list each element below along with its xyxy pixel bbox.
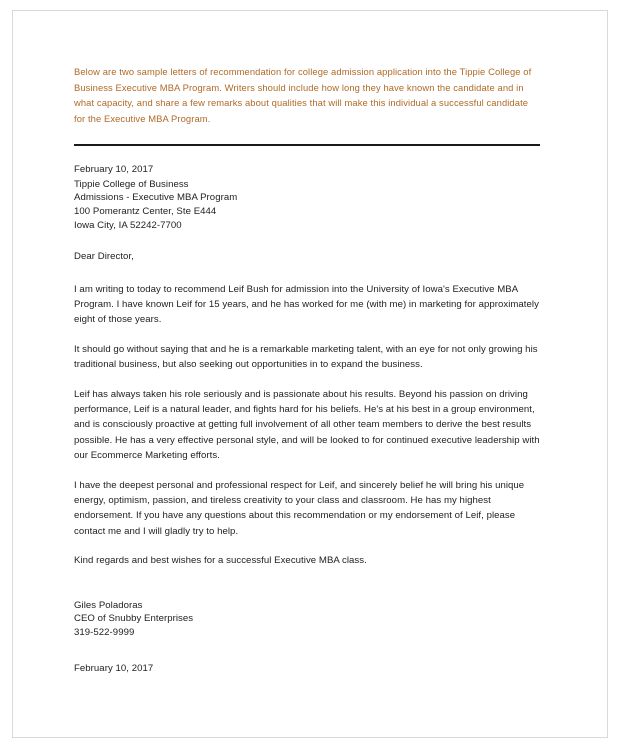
- signer-name: Giles Poladoras: [74, 599, 143, 611]
- letter-body: [74, 162, 542, 676]
- date-bottom: February 10, 2017: [74, 663, 154, 675]
- body-paragraph-5: Kind regards and best wishes for a successful Executive MBA class.: [74, 555, 367, 567]
- body-paragraph-3: Leif has always taken his role seriously and is passionate about his results. Beyond his passion on driving performance, Leif is a natural leader, and fights hard for his beliefs. He's at his best in a group environment, and is consciously proactive at getting full involvement of all other team members to derive the best results possible. He has a very effective personal style, and will be looked to for continued executive leadership with our Ecommerce Marketing efforts.: [74, 388, 540, 462]
- recipient-line-4: Iowa City, IA 52242-7700: [74, 219, 182, 231]
- body-paragraph-2: It should go without saying that and he is a remarkable marketing talent, with an eye for not only growing his traditional business, but also seeking out opportunities in to expand the business.: [74, 343, 538, 371]
- signer-title: CEO of Snubby Enterprises: [74, 613, 194, 625]
- recipient-line-1: Tippie College of Business: [74, 178, 189, 190]
- recipient-address: [74, 178, 542, 232]
- recipient-line-3: 100 Pomerantz Center, Ste E444: [74, 205, 217, 217]
- body-paragraph-1: I am writing to today to recommend Leif Bush for admission into the University of Iowa's Executive MBA Program. I have known Leif for 15 years, and he has worked for me (with me) in marketing for approximately eight of those years.: [74, 283, 539, 326]
- signer-phone: 319-522-9999: [74, 626, 135, 638]
- date-top: February 10, 2017: [74, 164, 154, 176]
- salutation: Dear Director,: [74, 251, 134, 263]
- signature-block: [74, 599, 542, 640]
- document-content: [74, 64, 542, 677]
- recipient-line-2: Admissions - Executive MBA Program: [74, 192, 238, 204]
- horizontal-rule: [74, 144, 540, 146]
- body-paragraph-4: I have the deepest personal and professional respect for Leif, and sincerely belief he will bring his unique energy, optimism, passion, and tireless creativity to your class and classroom. He has my highest endorsement. If you have any questions about this recommendation or my endorsement of Leif, please contact me and I will gladly try to help.: [74, 479, 525, 537]
- intro-paragraph: Below are two sample letters of recommendation for college admission application into the Tippie College of Business Executive MBA Program. Writers should include how long they have known the candidate and in what capacity, and share a few remarks about qualities that will make this individual a successful candidate for the Executive MBA Program.: [74, 66, 532, 124]
